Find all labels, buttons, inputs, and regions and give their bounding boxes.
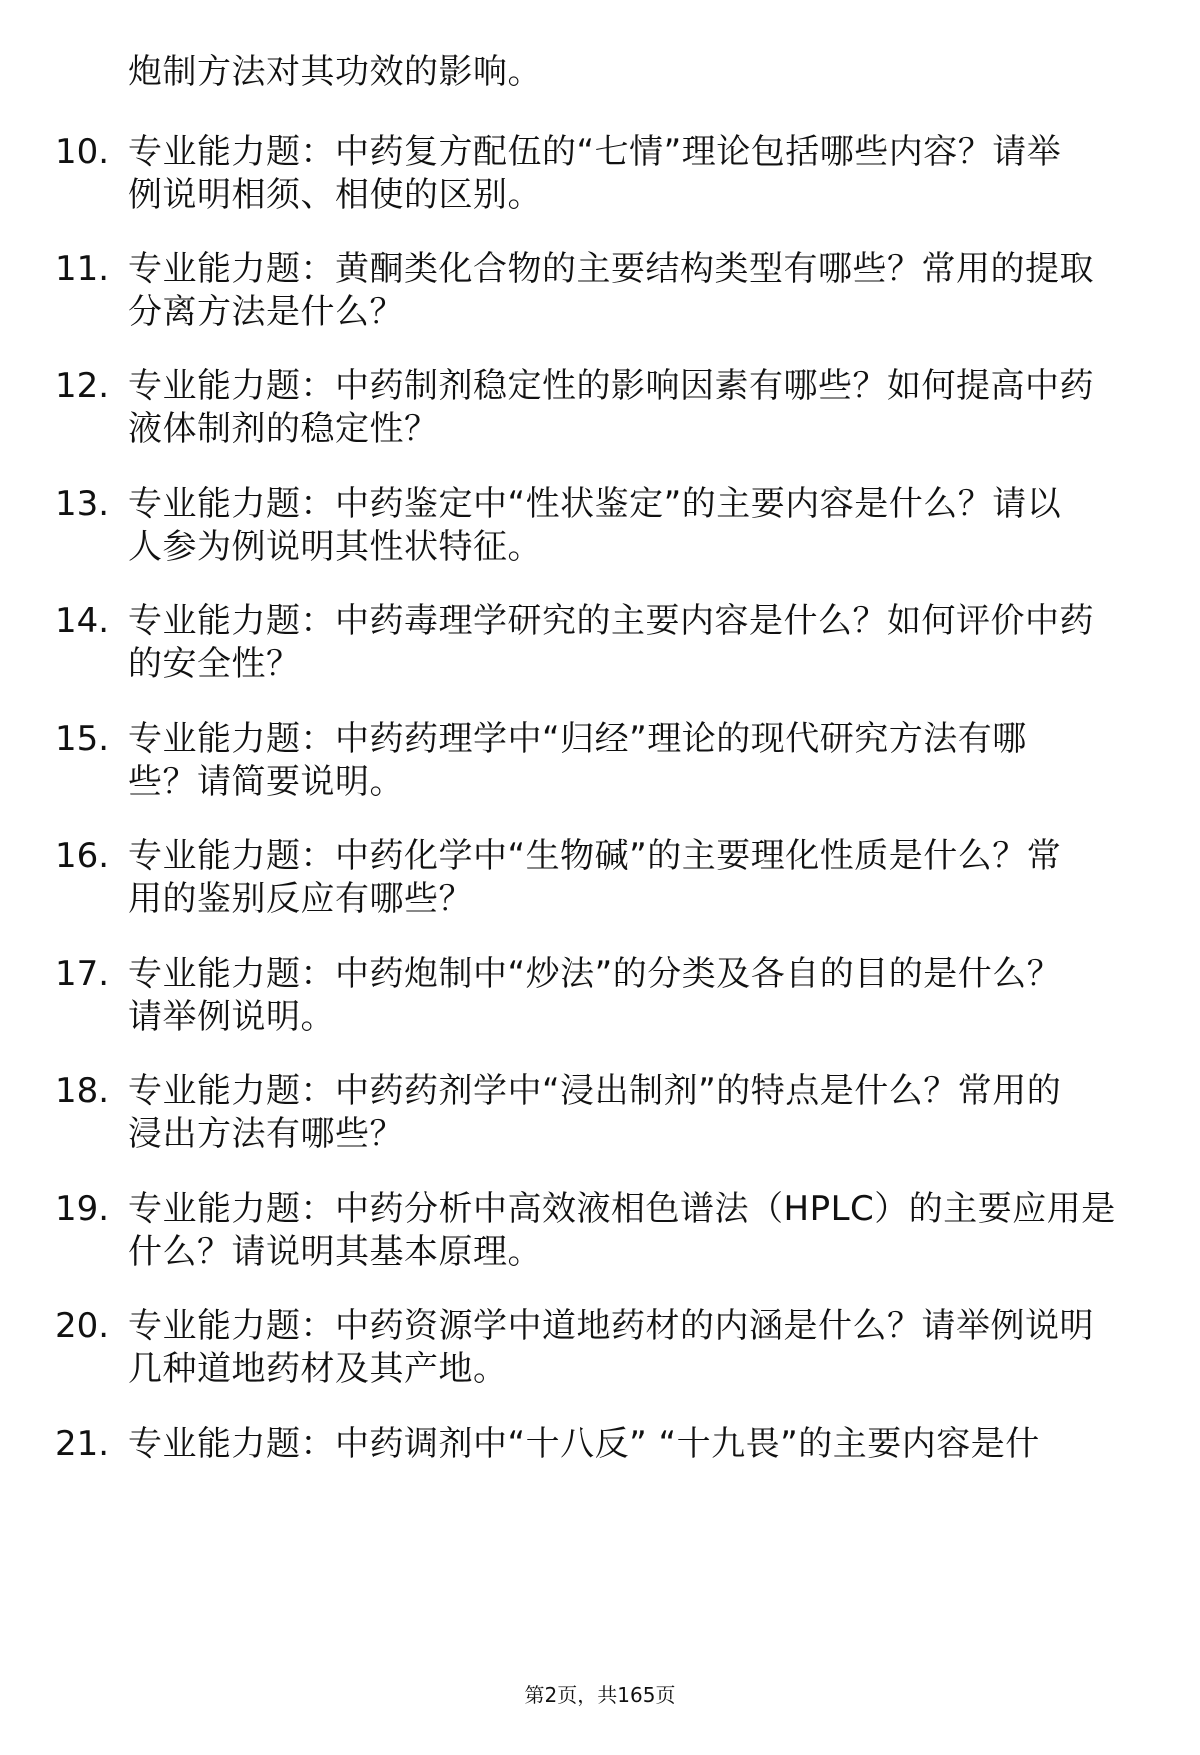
question-text-line: 专业能力题：中药药剂学中“浸出制剂”的特点是什么？常用的 bbox=[128, 1071, 1062, 1111]
question-text-line: 专业能力题：中药毒理学研究的主要内容是什么？如何评价中药 bbox=[128, 601, 1094, 641]
question-text-line: 专业能力题：黄酮类化合物的主要结构类型有哪些？常用的提取 bbox=[128, 249, 1094, 289]
question-text-line: 专业能力题：中药制剂稳定性的影响因素有哪些？如何提高中药 bbox=[128, 366, 1094, 406]
question-number: 14. bbox=[55, 601, 110, 641]
question-text-line: 人参为例说明其性状特征。 bbox=[128, 527, 542, 567]
question-text-line: 专业能力题：中药调剂中“十八反” “十九畏”的主要内容是什 bbox=[128, 1424, 1040, 1464]
question-text-line: 浸出方法有哪些？ bbox=[128, 1114, 404, 1154]
question-number: 15. bbox=[55, 719, 110, 759]
question-text-line: 专业能力题：中药炮制中“炒法”的分类及各自的目的是什么？ bbox=[128, 954, 1062, 994]
question-text-line: 什么？请说明其基本原理。 bbox=[128, 1232, 542, 1272]
question-text-line: 例说明相须、相使的区别。 bbox=[128, 175, 542, 215]
question-text-line: 用的鉴别反应有哪些？ bbox=[128, 879, 473, 919]
question-number: 17. bbox=[55, 954, 110, 994]
question-text-line: 专业能力题：中药化学中“生物碱”的主要理化性质是什么？常 bbox=[128, 836, 1062, 876]
question-text-line: 分离方法是什么？ bbox=[128, 292, 404, 332]
question-number: 10. bbox=[55, 132, 110, 172]
question-text-line: 几种道地药材及其产地。 bbox=[128, 1349, 508, 1389]
question-number: 16. bbox=[55, 836, 110, 876]
question-text-line: 专业能力题：中药复方配伍的“七情”理论包括哪些内容？请举 bbox=[128, 132, 1062, 172]
question-number: 21. bbox=[55, 1424, 110, 1464]
question-number: 19. bbox=[55, 1189, 110, 1229]
question-number: 12. bbox=[55, 366, 110, 406]
question-text-line: 请举例说明。 bbox=[128, 997, 335, 1037]
question-9-continuation: 炮制方法对其功效的影响。 bbox=[128, 52, 542, 92]
question-text-line: 专业能力题：中药分析中高效液相色谱法（HPLC）的主要应用是 bbox=[128, 1189, 1116, 1229]
question-text-line: 些？请简要说明。 bbox=[128, 762, 404, 802]
question-text-line: 专业能力题：中药药理学中“归经”理论的现代研究方法有哪 bbox=[128, 719, 1027, 759]
question-text-line: 专业能力题：中药资源学中道地药材的内涵是什么？请举例说明 bbox=[128, 1306, 1094, 1346]
question-text-line: 的安全性？ bbox=[128, 644, 301, 684]
question-number: 18. bbox=[55, 1071, 110, 1111]
question-number: 11. bbox=[55, 249, 110, 289]
question-text-line: 液体制剂的稳定性？ bbox=[128, 409, 439, 449]
question-text-line: 专业能力题：中药鉴定中“性状鉴定”的主要内容是什么？请以 bbox=[128, 484, 1062, 524]
question-number: 20. bbox=[55, 1306, 110, 1346]
question-number: 13. bbox=[55, 484, 110, 524]
page-number-footer: 第2页，共165页 bbox=[524, 1683, 676, 1707]
